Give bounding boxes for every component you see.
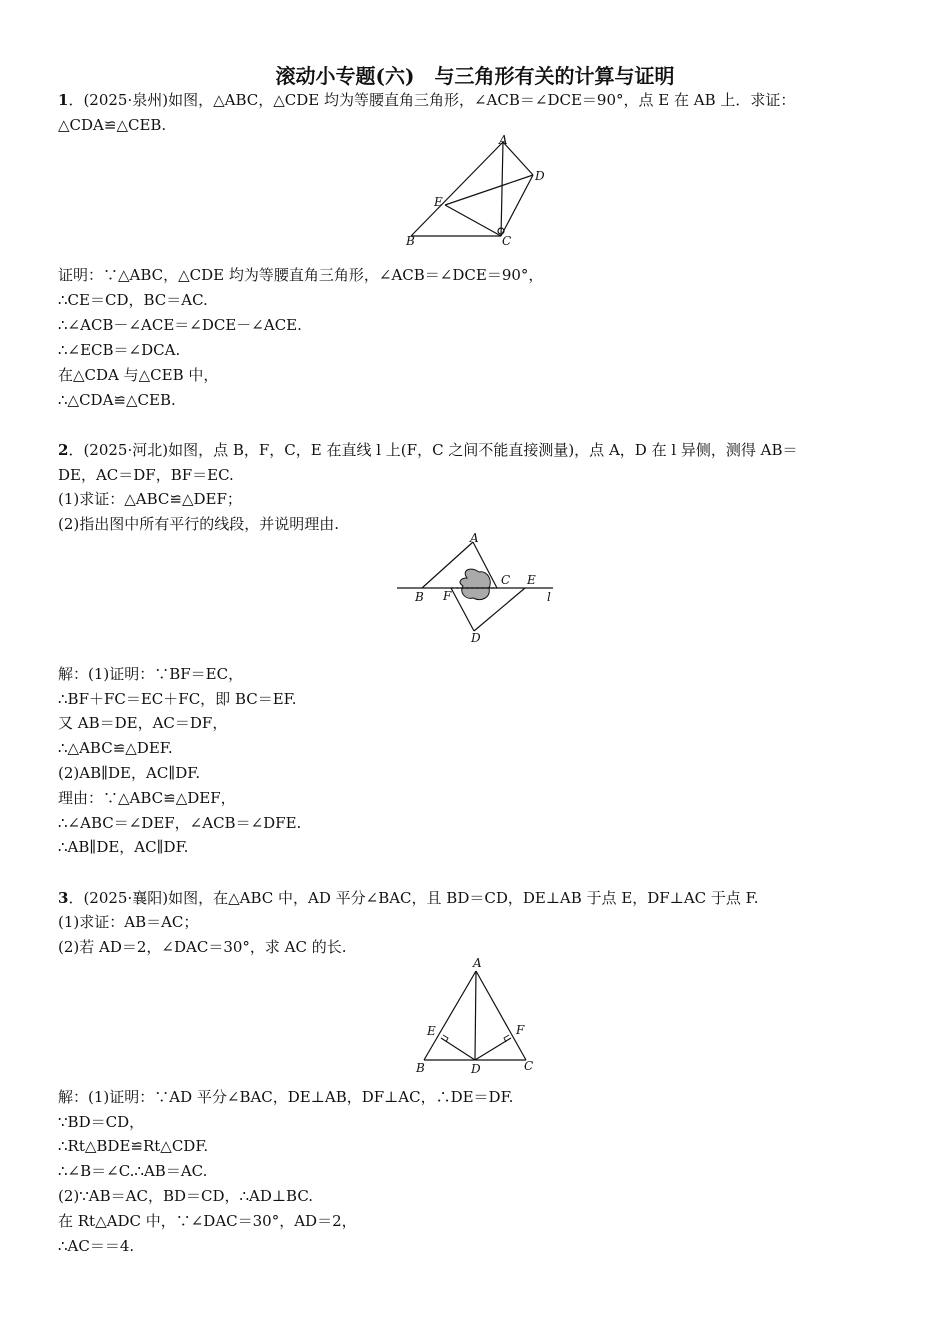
problem-3-solution-line-5: (2)∵AB＝AC，BD＝CD，∴AD⊥BC.: [58, 1187, 314, 1205]
problem-3-number: 3: [58, 889, 69, 907]
problem-1-stem-text-1: ．(2025·泉州)如图，△ABC，△CDE 均为等腰直角三角形，∠ACB＝∠DCE＝90°，点 E 在 AB 上．求证：: [68, 91, 796, 109]
problem-2-solution-line-7: ∴∠ABC＝∠DEF，∠ACB＝∠DFE.: [58, 814, 302, 832]
problem-2-solution-line-5: (2)AB∥DE，AC∥DF.: [58, 764, 201, 782]
fig1-label-a: A: [499, 133, 508, 147]
problem-3-stem-line-3: (2)若 AD＝2，∠DAC＝30°，求 AC 的长.: [58, 938, 347, 956]
fig1-label-c: C: [502, 234, 512, 248]
problem-3-solution-line-1: 解：(1)证明：∵AD 平分∠BAC，DE⊥AB，DF⊥AC，∴DE＝DF.: [58, 1088, 514, 1106]
problem-2-solution-line-3: 又 AB＝DE，AC＝DF，: [58, 714, 228, 732]
problem-2-stem-line-1: [58, 440, 898, 460]
fig1-label-e: E: [434, 195, 443, 209]
page-title: 滚动小专题(六) 与三角形有关的计算与证明: [275, 64, 675, 88]
problem-2-solution-line-4: ∴△ABC≌△DEF.: [58, 739, 173, 757]
problem-3-stem-line-1: [58, 888, 898, 908]
fig3-label-c: C: [524, 1059, 534, 1073]
fig3-label-e: E: [427, 1024, 436, 1038]
problem-2-solution-line-1: 解：(1)证明：∵BF＝EC，: [58, 665, 244, 683]
problem-2-solution-line-6: 理由：∵△ABC≌△DEF，: [58, 789, 236, 807]
problem-3-solution-line-3: ∴Rt△BDE≌Rt△CDF.: [58, 1137, 209, 1155]
problem-1-solution-line-2: ∴CE＝CD，BC＝AC.: [58, 291, 208, 309]
fig3-label-d: D: [471, 1062, 481, 1076]
problem-3-solution-line-7: ∴AC＝＝4.: [58, 1237, 135, 1255]
problem-3-solution-line-6: 在 Rt△ADC 中，∵∠DAC＝30°，AD＝2，: [58, 1212, 357, 1230]
fig3-label-a: A: [473, 956, 482, 970]
problem-2-number: 2: [58, 441, 69, 459]
problem-3-solution-line-4: ∴∠B＝∠C.∴AB＝AC.: [58, 1162, 208, 1180]
problem-1-stem-line-1: [58, 90, 898, 110]
fig2-label-c: C: [501, 573, 511, 587]
problem-1-solution-line-4: ∴∠ECB＝∠DCA.: [58, 341, 181, 359]
problem-1-stem-line-2: △CDA≌△CEB.: [58, 116, 167, 134]
fig2-label-e: E: [527, 573, 536, 587]
problem-1-number: 1: [58, 91, 69, 109]
problem-3-stem-line-2: (1)求证：AB＝AC；: [58, 913, 199, 931]
problem-3-figure: [408, 953, 548, 1078]
fig2-label-f: F: [443, 589, 452, 603]
problem-2-solution-line-2: ∴BF＋FC＝EC＋FC，即 BC＝EF.: [58, 690, 297, 708]
problem-1-solution-line-3: ∴∠ACB－∠ACE＝∠DCE－∠ACE.: [58, 316, 302, 334]
fig3-label-b: B: [416, 1061, 425, 1075]
fig2-label-d: D: [471, 631, 481, 645]
fig2-label-l: l: [547, 590, 551, 604]
problem-2-stem-line-3: (1)求证：△ABC≌△DEF；: [58, 490, 242, 508]
problem-2-stem-line-4: (2)指出图中所有平行的线段，并说明理由.: [58, 515, 340, 533]
fig1-label-d: D: [535, 169, 545, 183]
problem-2-stem-line-2: DE，AC＝DF，BF＝EC.: [58, 466, 234, 484]
problem-3-solution-line-2: ∵BD＝CD，: [58, 1113, 145, 1131]
problem-1-solution-line-5: 在△CDA 与△CEB 中，: [58, 366, 219, 384]
problem-2-figure: [395, 530, 560, 648]
problem-2-solution-line-8: ∴AB∥DE，AC∥DF.: [58, 838, 189, 856]
fig2-label-a: A: [470, 531, 479, 545]
fig3-label-f: F: [516, 1023, 525, 1037]
fig1-label-b: B: [406, 234, 415, 248]
problem-3-stem-text-1: ．(2025·襄阳)如图，在△ABC 中，AD 平分∠BAC，且 BD＝CD，DE⊥AB 于点 E，DF⊥AC 于点 F.: [68, 889, 759, 907]
fig2-label-b: B: [415, 590, 424, 604]
problem-1-figure: [395, 132, 555, 250]
problem-1-solution-line-6: ∴△CDA≌△CEB.: [58, 391, 176, 409]
problem-1-solution-line-1: 证明：∵△ABC，△CDE 均为等腰直角三角形，∠ACB＝∠DCE＝90°，: [58, 266, 544, 284]
problem-2-stem-text-1: ．(2025·河北)如图，点 B，F，C，E 在直线 l 上(F，C 之间不能直接测量)，点 A，D 在 l 异侧，测得 AB＝: [68, 441, 798, 459]
